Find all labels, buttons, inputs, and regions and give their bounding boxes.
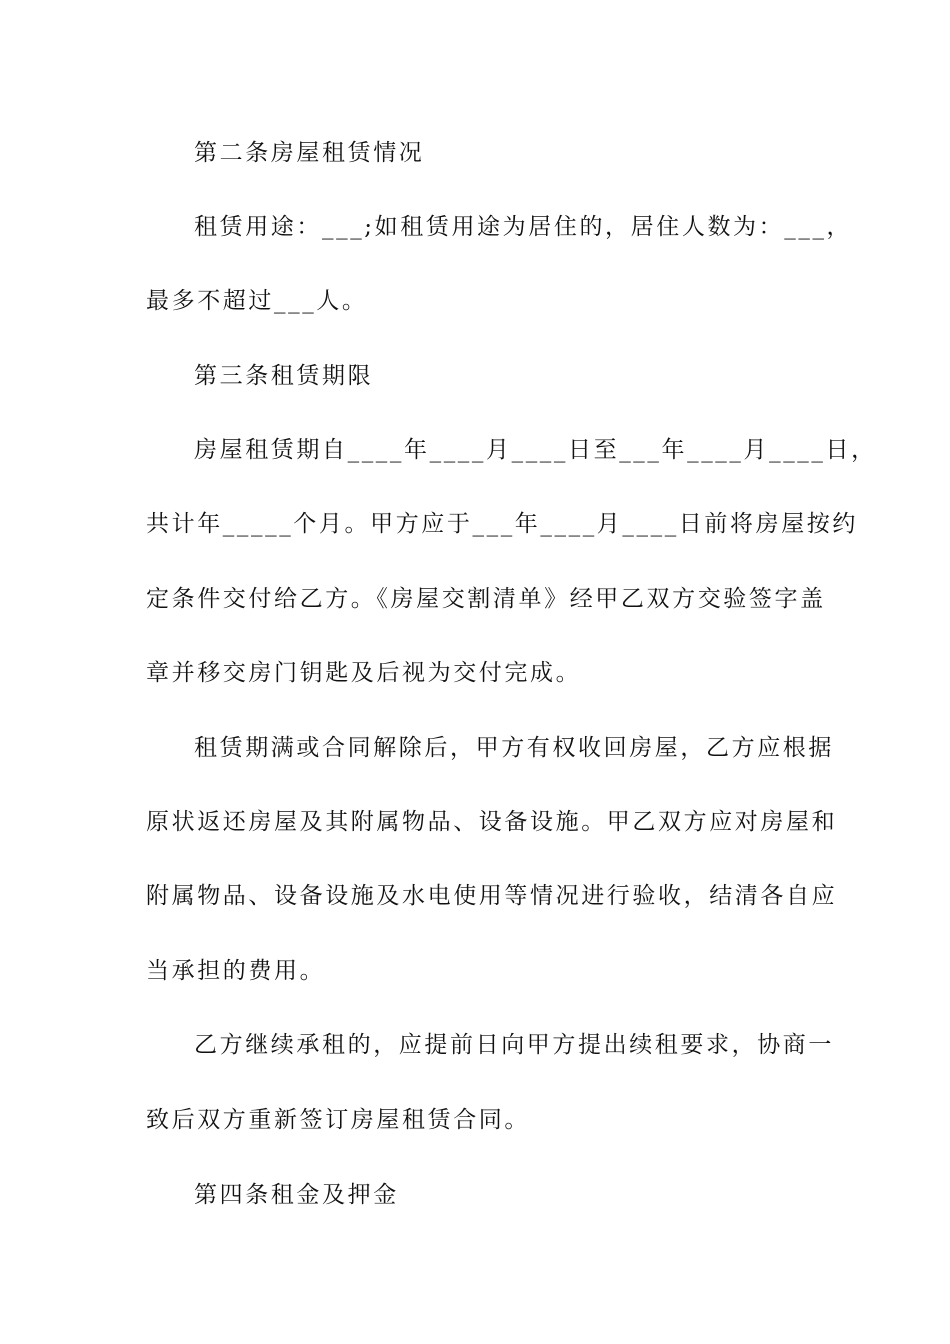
paragraph-line: 原状返还房屋及其附属物品、设备设施。甲乙双方应对房屋和 [146,809,838,835]
paragraph-line: 致后双方重新签订房屋租赁合同。 [146,1107,530,1133]
paragraph-line: 当承担的费用。 [146,958,326,984]
paragraph-line: 租赁用途：___;如租赁用途为居住的，居住人数为：___， [194,214,853,240]
paragraph-line: 定条件交付给乙方。《房屋交割清单》经甲乙双方交验签字盖 [146,586,826,612]
paragraph-line: 章并移交房门钥匙及后视为交付完成。 [146,660,582,686]
section-heading-4: 第四条租金及押金 [194,1182,399,1208]
section-heading-3: 第三条租赁期限 [194,363,374,389]
paragraph-line: 租赁期满或合同解除后，甲方有权收回房屋，乙方应根据 [194,735,834,761]
paragraph-line: 附属物品、设备设施及水电使用等情况进行验收，结清各自应 [146,883,838,909]
paragraph-line: 共计年_____个月。甲方应于___年____月____日前将房屋按约 [146,511,858,537]
paragraph-line: 房屋租赁期自____年____月____日至___年____月____日， [194,437,877,463]
paragraph-line: 最多不超过___人。 [146,288,368,314]
section-heading-2: 第二条房屋租赁情况 [194,140,425,166]
paragraph-line: 乙方继续承租的，应提前日向甲方提出续租要求，协商一 [194,1032,834,1058]
